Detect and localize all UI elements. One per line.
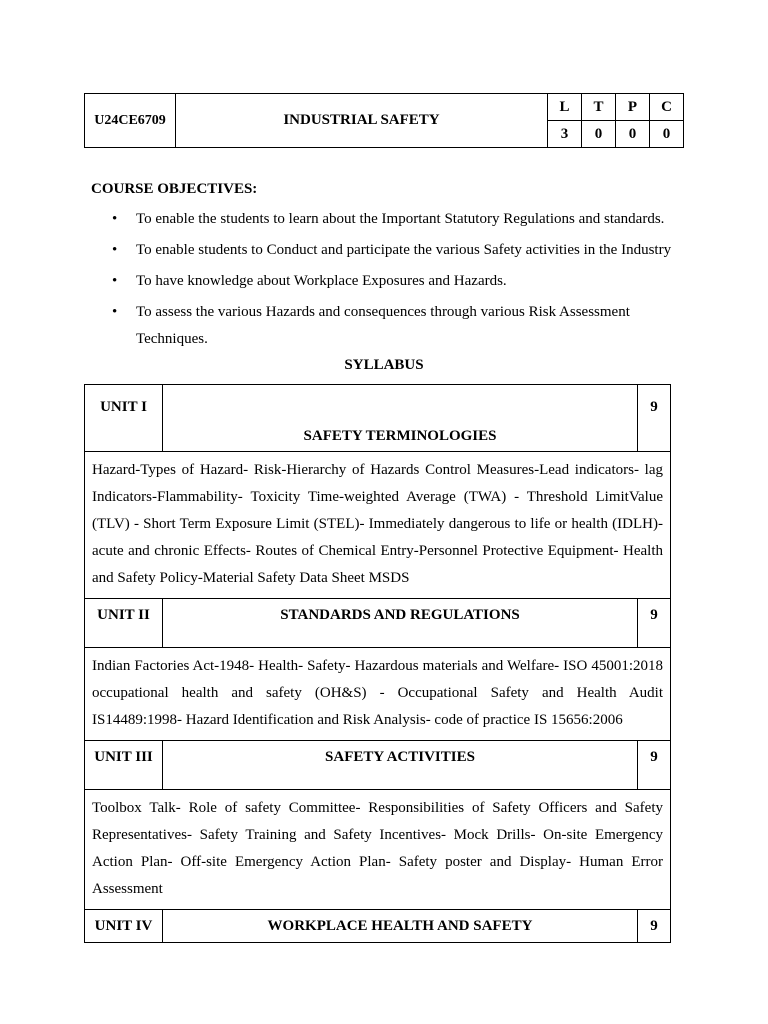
ltpc-value-c: 0 <box>650 121 684 148</box>
bullet-icon: • <box>112 211 118 227</box>
unit-label: UNIT I <box>85 385 163 452</box>
unit-header-row <box>85 741 671 790</box>
bullet-icon: • <box>112 273 118 289</box>
unit-label: UNIT II <box>85 599 163 648</box>
ltpc-value-p: 0 <box>616 121 650 148</box>
syllabus-table <box>84 384 671 943</box>
course-title: INDUSTRIAL SAFETY <box>176 94 548 148</box>
unit-title: SAFETY ACTIVITIES <box>163 741 638 790</box>
objectives-heading: COURSE OBJECTIVES: <box>91 181 258 197</box>
unit-content-row <box>85 648 671 741</box>
unit-header-row <box>85 910 671 943</box>
unit-header-row <box>85 385 671 452</box>
bullet-icon: • <box>112 242 118 258</box>
ltpc-header-l: L <box>548 94 582 121</box>
objective-text: To enable the students to learn about the Important Statutory Regulations and standards. <box>136 211 665 227</box>
course-code: U24CE6709 <box>85 94 176 148</box>
objective-item <box>112 299 682 353</box>
ltpc-header-t: T <box>582 94 616 121</box>
unit-content: Indian Factories Act-1948- Health- Safety- Hazardous materials and Welfare- ISO 45001:2018 occupational health and safety (OH&S) - Occupational Safety and Health Audit IS14489:1998- Hazard Identification and Risk Analysis- code of practice IS 15656:2006 <box>85 648 671 741</box>
unit-content-row <box>85 790 671 910</box>
objective-text: To enable students to Conduct and participate the various Safety activities in the Industry <box>136 242 672 258</box>
objective-text: To have knowledge about Workplace Exposures and Hazards. <box>136 273 507 289</box>
ltpc-value-t: 0 <box>582 121 616 148</box>
ltpc-header-p: P <box>616 94 650 121</box>
unit-hours: 9 <box>638 599 671 648</box>
unit-content: Toolbox Talk- Role of safety Committee- Responsibilities of Safety Officers and Safety Representatives- Safety Training and Safety Incentives- Mock Drills- On-site Emergency Action Plan- Off-site Emergency Action Plan- Safety poster and Display- Human Error Assessment <box>85 790 671 910</box>
course-header-table <box>84 93 684 148</box>
unit-hours: 9 <box>638 910 671 943</box>
ltpc-value-l: 3 <box>548 121 582 148</box>
unit-content-row <box>85 452 671 599</box>
unit-title: SAFETY TERMINOLOGIES <box>163 385 638 452</box>
bullet-icon: • <box>112 304 118 320</box>
unit-hours: 9 <box>638 385 671 452</box>
unit-label: UNIT III <box>85 741 163 790</box>
objective-item <box>112 268 682 295</box>
unit-content: Hazard-Types of Hazard- Risk-Hierarchy of Hazards Control Measures-Lead indicators- lag Indicators-Flammability- Toxicity Time-weighted Average (TWA) - Threshold LimitValue (TLV) - Short Term Exposure Limit (STEL)- Immediately dangerous to life or health (IDLH)- acute and chronic Effects- Routes of Chemical Entry-Personnel Protective Equipment- Health and Safety Policy-Material Safety Data Sheet MSDS <box>85 452 671 599</box>
unit-label: UNIT IV <box>85 910 163 943</box>
ltpc-header-c: C <box>650 94 684 121</box>
unit-title: WORKPLACE HEALTH AND SAFETY <box>163 910 638 943</box>
syllabus-heading: SYLLABUS <box>344 357 424 373</box>
unit-header-row <box>85 599 671 648</box>
unit-title: STANDARDS AND REGULATIONS <box>163 599 638 648</box>
objective-item <box>112 237 682 264</box>
unit-hours: 9 <box>638 741 671 790</box>
objective-text: To assess the various Hazards and consequences through various Risk Assessment Techniques. <box>136 304 630 347</box>
objective-item <box>112 206 682 233</box>
objectives-list <box>112 206 682 357</box>
